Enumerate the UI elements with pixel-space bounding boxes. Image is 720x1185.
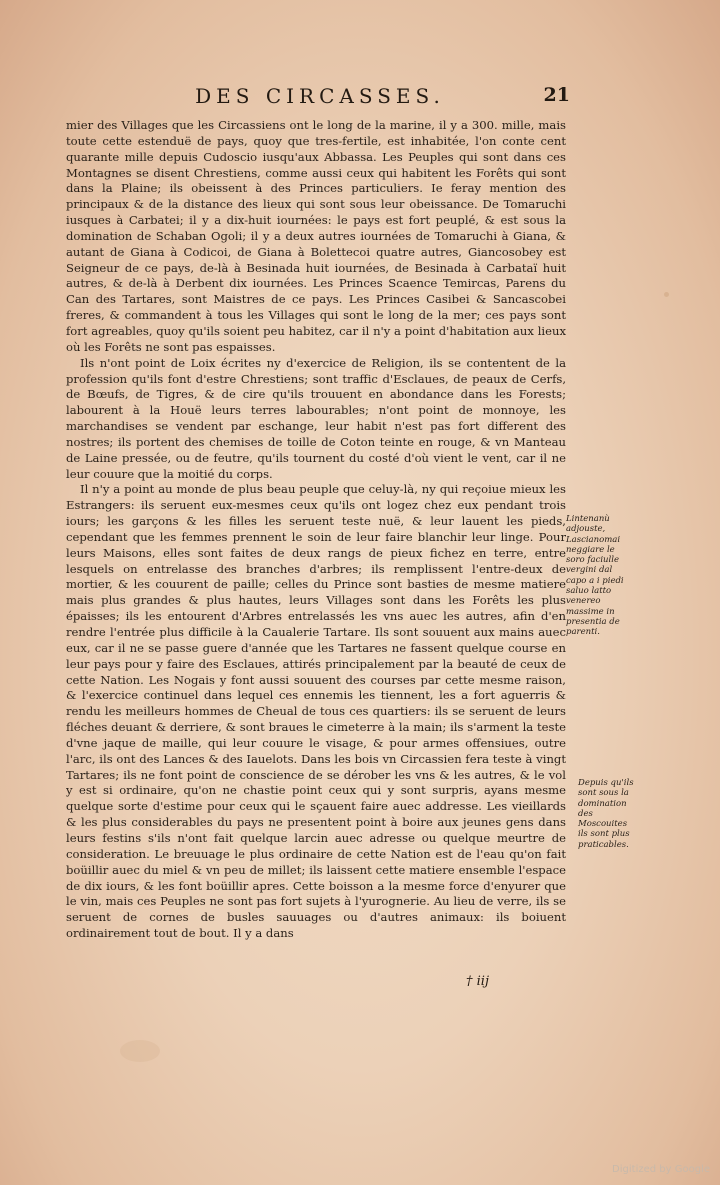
signature-mark: † iij [466, 974, 489, 989]
foxing-stain [120, 1040, 160, 1062]
margin-note-italian: Lintenanù adjouste, Lascianomai neggiare le soro faciulle vergini dal capo a i piedi saluo latto venereo massime in presentia de parenti. [566, 514, 624, 638]
foxing-spot [664, 292, 669, 297]
paragraph-2: Ils n'ont point de Loix écrites ny d'exercice de Religion, ils se contentent de la profession qu'ils font d'estre Chrestiens; sont traffic d'Esclaues, de peaux de Cerfs, de Bœufs, de Tigres, & de cire qu'ils trouuent en abondance dans les Forests; labourent à la Houë leurs terres labourables; n'ont point de monnoye, les marchandises se vendent par eschange, leur habit n'est pas fort different des nostres; ils portent des chemises de toille de Coton teinte en rouge, & vn Manteau de Laine pressée, ou de feutre, qu'ils tournent du costé d'où vient le vent, car il ne leur couure que la moitié du corps. [66, 355, 566, 481]
paragraph-3: Il n'y a point au monde de plus beau peuple que celuy-là, ny qui reçoiue mieux les Estrangers: ils seruent eux-mesmes ceux qu'ils ont logez chez eux pendant trois iours; les garçons & les filles les seruent teste nuë, & leur lauent les pieds, cependant que les femmes prennent le soin de leur faire blanchir leur linge. Pour leurs Maisons, elles sont faites de deux rangs de pieux fichez en terre, entre lesquels on entrelasse des branches d'arbres; ils remplissent l'entre-deux de mortier, & les couurent de paille; celles du Prince sont basties de mesme matiere mais plus grandes & plus hautes, leurs Villages sont dans les Forêts les plus épaisses; ils les entourent d'Arbres entrelassés les vns auec les autres, afin d'en rendre l'entrée plus difficile à la Caualerie Tartare. Ils sont souuent aux mains auec eux, car il ne se passe guere d'année que les Tartares ne fassent quelque course en leur pays pour y faire des Esclaues, attirés principalement par la beauté de ceux de cette Nation. Les Nogais y font aussi souuent des courses par cette mesme raison, & l'exercice continuel dans lequel ces ennemis les tiennent, les a fort aguerris & rendu les meilleurs hommes de Cheual de tous ces quartiers: ils se seruent de leurs fléches deuant & derriere, & sont braues le cimeterre à la main; ils s'arment la teste d'vne jaque de maille, qui leur couure le visage, & pour armes offensiues, outre l'arc, ils ont des Lances & des Iauelots. Dans les bois vn Circassien fera teste à vingt Tartares; ils ne font point de conscience de se dérober les vns & les autres, & le vol y est si ordinaire, qu'on ne chastie point ceux qui y sont surpris, ayans mesme quelque sorte d'estime pour ceux qui le sçauent faire auec addresse. Les vieillards & les plus considerables du pays ne presentent point à boire aux jeunes gens dans leurs festins s'ils n'ont fait quelque larcin auec adresse ou quelque meurtre de consideration. Le breuuage le plus ordinaire de cette Nation est de l'eau qu'on fait boüillir auec du miel & vn peu de millet; ils laissent cette matiere ensemble l'espace de dix iours, & les font boüillir apres. Cette boisson a la mesme force d'enyurer que le vin, mais ces Peuples ne sont pas fort sujets à l'yurognerie. Au lieu de verre, ils se seruent de cornes de busles sauuages ou d'autres animaux: ils boiuent ordinairement tout de bout. Il y a dans [66, 482, 566, 941]
page-number: 21 [543, 84, 570, 106]
running-head: DES CIRCASSES. [195, 84, 445, 108]
main-text [66, 118, 566, 980]
paragraph-1: mier des Villages que les Circassiens ont le long de la marine, il y a 300. mille, mais toute cette estenduë de pays, quoy que tres-fertile, est inhabitée, l'on conte cent quarante mille depuis Cudoscio iusqu'aux Abbassa. Les Peuples qui sont dans ces Montagnes se disent Chrestiens, comme aussi ceux qui habitent les Forêts qui sont dans la Plaine; ils obeissent à des Princes particuliers. Ie feray mention des principaux & de la distance des lieux qui sont sous leur obeissance. De Tomaruchi iusques à Carbatei; il y a dix-huit iournées: le pays est fort peuplé, & est sous la domination de Schaban Ogoli; il y a deux autres iournées de Tomaruchi à Giana, & autant de Giana à Codicoi, de Giana à Bolettecoi quatre autres, Giancosobey est Seigneur de ce pays, de-là à Besinada huit iournées, de Besinada à Carbataï huit autres, & de-là à Derbent dix iournées. Les Princes Scaence Temircas, Parens du Can des Tartares, sont Maistres de ce pays. Les Princes Casibei & Sancascobei freres, & commandent à tous les Villages qui sont le long de la mer; ces pays sont fort agreables, quoy qu'ils soient peu habitez, car il n'y a point d'habitation aux lieux où les Forêts ne sont pas espaisses. [66, 118, 566, 354]
digitizer-watermark: Digitized by Google [612, 1164, 710, 1175]
margin-note-moscovites: Depuis qu'ils sont sous la domination des Moscouites ils sont plus praticables. [578, 778, 634, 850]
